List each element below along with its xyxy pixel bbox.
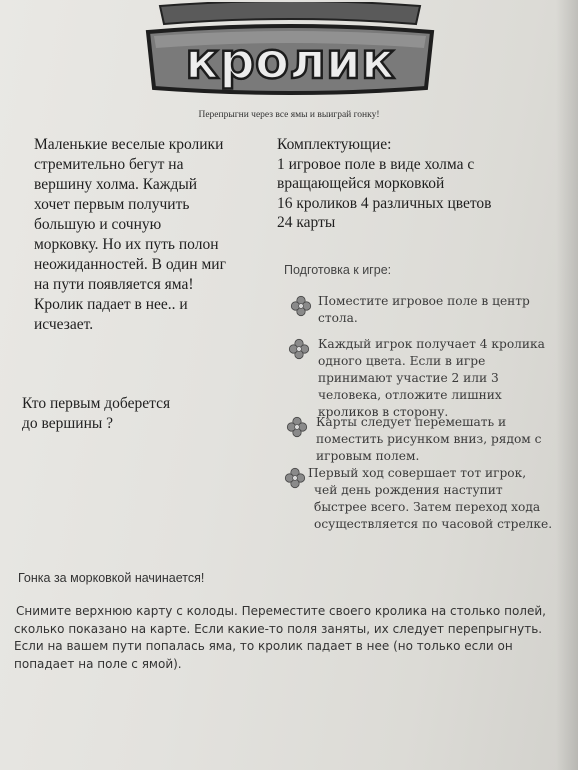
step-line: Карты следует перемешать и — [316, 415, 507, 429]
logo-title: кролик — [185, 32, 395, 90]
components-section — [277, 135, 557, 233]
clover-bullet-icon — [286, 416, 308, 438]
components-line: 1 игровое поле в виде холма с — [277, 155, 475, 173]
step-line: Каждый игрок получает 4 кролика — [318, 337, 545, 351]
step-line: игровым полем. — [316, 449, 420, 463]
intro-line: Маленькие веселые кролики — [34, 136, 224, 153]
step-line: поместить рисунком вниз, рядом с — [316, 432, 542, 446]
preparation-step — [288, 336, 545, 421]
rules-line: сколько показано на карте. Если какие-то поля заняты, их следует перепрыгнуть. — [14, 621, 543, 636]
question-line: Кто первым доберется — [22, 395, 171, 412]
intro-line: неожиданностей. В один миг — [34, 256, 226, 273]
preparation-step — [286, 414, 541, 465]
game-title-logo — [140, 2, 440, 97]
question-text — [22, 394, 242, 434]
tagline: Перепрыгни через все ямы и выиграй гонку! — [198, 110, 380, 120]
step-line: чей день рождения наступит — [314, 483, 503, 497]
clover-bullet-icon — [288, 338, 310, 360]
clover-bullet-icon — [284, 467, 306, 489]
step-line: Поместите игровое поле в центр — [318, 294, 530, 308]
step-line: стола. — [318, 311, 358, 325]
clover-bullet-icon — [290, 295, 312, 317]
step-line: одного цвета. Если в игре — [318, 354, 486, 368]
preparation-step — [284, 465, 552, 533]
question-line: до вершины ? — [22, 415, 114, 432]
components-title: Комплектующие: — [277, 136, 392, 153]
rules-line: Снимите верхнюю карту с колоды. Переместите своего кролика на столько полей, — [16, 604, 546, 618]
intro-line: вершину холма. Каждый — [34, 176, 198, 193]
rules-line: попадает на поле с ямой). — [14, 656, 182, 671]
step-line: Первый ход совершает тот игрок, — [308, 466, 527, 480]
preparation-step — [290, 293, 530, 327]
intro-line: на пути появляется яма! — [34, 276, 194, 293]
rules-line: Если на вашем пути попалась яма, то кролик падает в нее (но только если он — [14, 639, 513, 653]
rules-title: Гонка за морковкой начинается! — [18, 571, 205, 585]
preparation-title: Подготовка к игре: — [284, 263, 392, 277]
step-line: осуществляется по часовой стрелке. — [314, 517, 553, 531]
intro-text — [34, 135, 274, 335]
intro-line: исчезает. — [34, 316, 94, 333]
components-line: 16 кроликов 4 различных цветов — [277, 194, 492, 212]
step-line: человека, отложите лишних — [318, 388, 502, 402]
step-line: принимают участие 2 или 3 — [318, 371, 499, 385]
components-line: 24 карты — [277, 214, 336, 231]
intro-line: Кролик падает в нее.. и — [34, 296, 188, 313]
intro-line: хочет первым получить — [34, 196, 190, 213]
step-line: быстрее всего. Затем переход хода — [314, 500, 541, 514]
page-shadow — [556, 0, 578, 770]
components-line: вращающейся морковкой — [277, 175, 445, 192]
step-line: кроликов в сторону. — [318, 405, 449, 419]
rules-text — [14, 603, 574, 673]
intro-line: стремительно бегут на — [34, 156, 184, 173]
intro-line: большую и сочную — [34, 216, 162, 233]
intro-line: морковку. Но их путь полон — [34, 236, 219, 253]
